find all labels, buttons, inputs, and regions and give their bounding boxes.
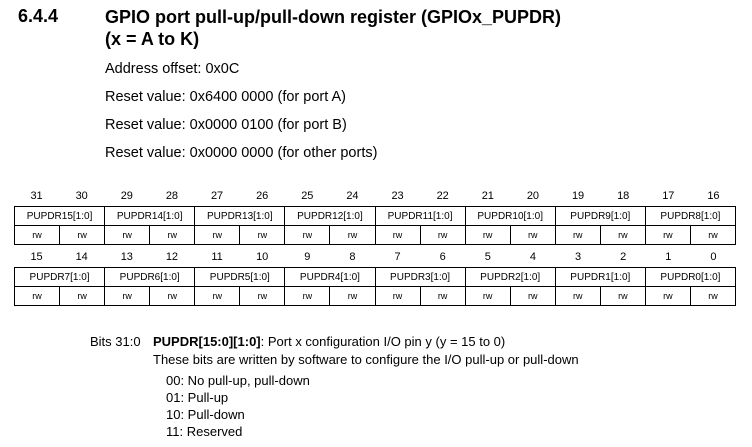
field-row xyxy=(15,207,736,226)
address-offset: Address offset: 0x0C xyxy=(105,61,240,77)
register-field: PUPDR3[1:0] xyxy=(375,268,465,287)
access-cell: rw xyxy=(375,226,420,245)
access-cell: rw xyxy=(150,287,195,306)
access-cell: rw xyxy=(555,287,600,306)
access-cell: rw xyxy=(60,287,105,306)
bit-number: 17 xyxy=(662,190,675,202)
register-table-lower xyxy=(14,267,736,306)
bits-summary: : Port x configuration I/O pin y (y = 15 to 0) xyxy=(260,334,506,349)
register-field: PUPDR10[1:0] xyxy=(465,207,555,226)
register-field: PUPDR14[1:0] xyxy=(105,207,195,226)
bit-number: 23 xyxy=(391,190,404,202)
bit-number: 26 xyxy=(256,190,269,202)
bits-heading xyxy=(153,333,505,350)
access-cell: rw xyxy=(555,226,600,245)
bit-number: 9 xyxy=(304,251,311,263)
bit-number: 27 xyxy=(210,190,224,202)
register-field: PUPDR11[1:0] xyxy=(375,207,465,226)
register-field: PUPDR8[1:0] xyxy=(645,207,735,226)
bit-number: 5 xyxy=(484,251,491,263)
access-cell: rw xyxy=(330,226,375,245)
access-cell: rw xyxy=(600,287,645,306)
register-field: PUPDR12[1:0] xyxy=(285,207,375,226)
access-cell: rw xyxy=(690,226,735,245)
access-cell: rw xyxy=(285,226,330,245)
bit-number: 21 xyxy=(481,190,494,202)
access-cell: rw xyxy=(690,287,735,306)
access-cell: rw xyxy=(420,287,465,306)
bit-numbers-lower xyxy=(14,249,736,265)
bits-field-name: PUPDR[15:0][1:0] xyxy=(153,334,261,349)
section-title-line2: (x = A to K) xyxy=(105,29,200,49)
bit-number: 20 xyxy=(526,190,540,202)
register-field: PUPDR15[1:0] xyxy=(15,207,105,226)
bit-number: 12 xyxy=(165,251,179,263)
bit-number: 18 xyxy=(617,190,630,202)
bit-number: 22 xyxy=(436,190,449,202)
bits-range: Bits 31:0 xyxy=(90,334,141,349)
reset-value-port-a: Reset value: 0x6400 0000 (for port A) xyxy=(105,89,347,105)
section-title xyxy=(105,6,561,50)
access-cell: rw xyxy=(105,287,150,306)
register-field: PUPDR1[1:0] xyxy=(555,268,645,287)
bits-option: 01: Pull-up xyxy=(166,390,229,405)
register-field: PUPDR0[1:0] xyxy=(645,268,735,287)
bit-number: 4 xyxy=(529,251,536,263)
access-cell: rw xyxy=(420,226,465,245)
access-cell: rw xyxy=(375,287,420,306)
register-field: PUPDR4[1:0] xyxy=(285,268,375,287)
bit-number: 16 xyxy=(707,190,720,202)
access-cell: rw xyxy=(150,226,195,245)
access-cell: rw xyxy=(330,287,375,306)
bit-number: 19 xyxy=(571,190,585,202)
access-cell: rw xyxy=(645,226,690,245)
bit-number: 24 xyxy=(346,190,359,202)
bit-number: 15 xyxy=(30,251,43,263)
register-field: PUPDR7[1:0] xyxy=(15,268,105,287)
field-row xyxy=(15,268,736,287)
access-cell: rw xyxy=(195,287,240,306)
bit-numbers-upper xyxy=(14,188,736,204)
access-row xyxy=(15,287,736,306)
access-cell: rw xyxy=(15,287,60,306)
access-cell: rw xyxy=(465,287,510,306)
register-field: PUPDR6[1:0] xyxy=(105,268,195,287)
bits-option: 10: Pull-down xyxy=(166,407,245,422)
bit-number: 30 xyxy=(75,190,88,202)
bit-number: 0 xyxy=(710,251,717,263)
access-cell: rw xyxy=(510,287,555,306)
bits-option: 11: Reserved xyxy=(166,424,243,439)
reset-value-other: Reset value: 0x0000 0000 (for other ports) xyxy=(105,145,378,161)
bit-number: 14 xyxy=(75,251,88,263)
bit-number: 2 xyxy=(620,251,627,263)
access-cell: rw xyxy=(195,226,240,245)
bit-number: 6 xyxy=(439,251,446,263)
access-row xyxy=(15,226,736,245)
section-number: 6.4.4 xyxy=(18,6,59,26)
register-field: PUPDR5[1:0] xyxy=(195,268,285,287)
reset-value-port-b: Reset value: 0x0000 0100 (for port B) xyxy=(105,117,347,133)
bits-option: 00: No pull-up, pull-down xyxy=(166,373,310,388)
bit-number: 11 xyxy=(211,251,223,263)
bit-number: 8 xyxy=(349,251,356,263)
access-cell: rw xyxy=(510,226,555,245)
access-cell: rw xyxy=(600,226,645,245)
bit-number: 3 xyxy=(575,251,582,263)
bit-number: 7 xyxy=(394,251,401,263)
bit-number: 25 xyxy=(301,190,314,202)
bit-number: 13 xyxy=(120,251,133,263)
register-field: PUPDR13[1:0] xyxy=(195,207,285,226)
register-field: PUPDR9[1:0] xyxy=(555,207,645,226)
bit-number: 10 xyxy=(256,251,269,263)
access-cell: rw xyxy=(15,226,60,245)
register-table-upper xyxy=(14,206,736,245)
access-cell: rw xyxy=(60,226,105,245)
bit-number: 29 xyxy=(120,190,133,202)
access-cell: rw xyxy=(285,287,330,306)
access-cell: rw xyxy=(240,287,285,306)
access-cell: rw xyxy=(105,226,150,245)
access-cell: rw xyxy=(465,226,510,245)
bit-number: 28 xyxy=(165,190,179,202)
section-title-line1: GPIO port pull-up/pull-down register (GPIOx_PUPDR) xyxy=(105,7,562,27)
access-cell: rw xyxy=(240,226,285,245)
bit-number: 31 xyxy=(30,190,43,202)
bits-description: These bits are written by software to configure the I/O pull-up or pull-down xyxy=(153,352,579,367)
bit-number: 1 xyxy=(665,251,672,263)
register-field: PUPDR2[1:0] xyxy=(465,268,555,287)
access-cell: rw xyxy=(645,287,690,306)
